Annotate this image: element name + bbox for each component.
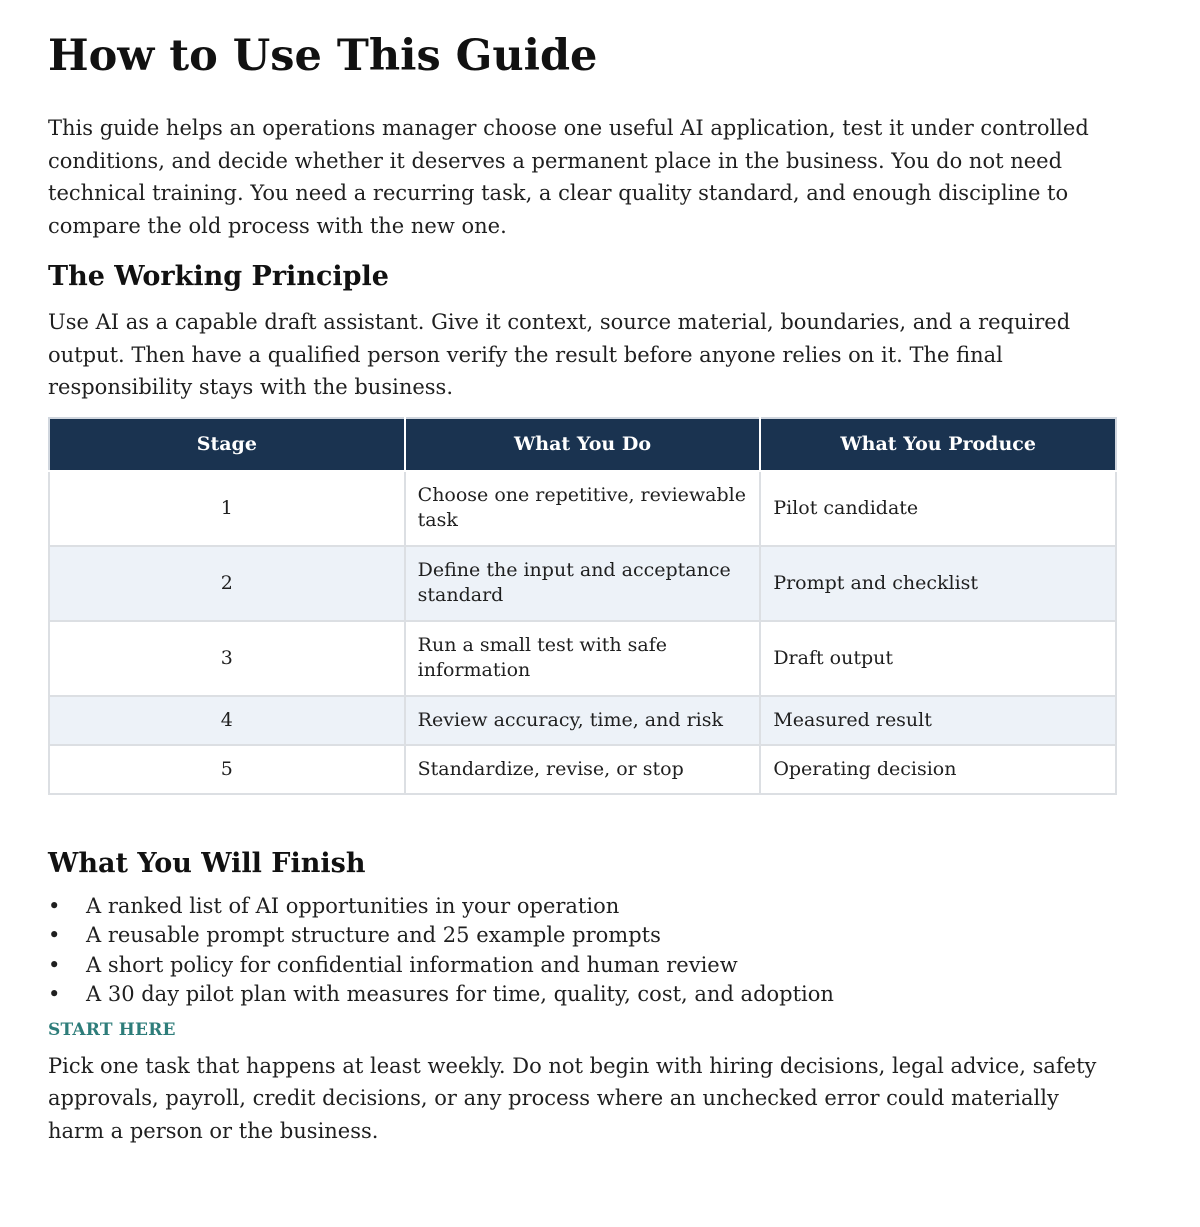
bullet-icon: • (48, 893, 61, 918)
page-title: How to Use This Guide (48, 31, 598, 81)
stage-cell: 3 (49, 621, 405, 696)
stage-cell: 4 (49, 696, 405, 745)
list-item-text: A ranked list of AI opportunities in your operation (86, 893, 620, 918)
start-here-paragraph: Pick one task that happens at least weekly. Do not begin with hiring decisions, legal advice, safety approvals, payroll, credit decisions, or any process where an unchecked error could materially harm a person or the business. (48, 1053, 1097, 1143)
intro-paragraph: This guide helps an operations manager choose one useful AI application, test it under controlled conditions, and decide whether it deserves a permanent place in the business. You do not need technical training. You need a recurring task, a clear quality standard, and enough discipline to compare the old process with the new one. (48, 116, 1089, 238)
table-header-what-you-do: What You Do (405, 418, 761, 471)
what-you-produce-cell: Operating decision (760, 745, 1116, 794)
table-header-stage: Stage (49, 418, 405, 471)
what-you-do-cell: Run a small test with safe information (405, 621, 761, 696)
what-you-do-cell: Define the input and acceptance standard (405, 546, 761, 621)
table-header-what-you-produce: What You Produce (760, 418, 1116, 471)
stages-table (48, 417, 1117, 795)
list-item-text: A short policy for confidential information and human review (86, 952, 738, 977)
what-you-do-cell: Standardize, revise, or stop (405, 745, 761, 794)
what-you-produce-cell: Prompt and checklist (760, 546, 1116, 621)
table-header-row (49, 418, 1116, 471)
list-item (48, 951, 1116, 981)
finish-list (48, 892, 1116, 1010)
what-you-do-cell: Review accuracy, time, and risk (405, 696, 761, 745)
what-you-produce-cell: Measured result (760, 696, 1116, 745)
table-row (49, 621, 1116, 696)
section-heading-working-principle: The Working Principle (48, 261, 389, 292)
list-item-text: A reusable prompt structure and 25 example prompts (86, 923, 661, 947)
what-you-produce-cell: Pilot candidate (760, 471, 1116, 546)
list-item (48, 980, 1116, 1010)
table-row (49, 745, 1116, 794)
list-item (48, 921, 1116, 951)
principle-paragraph: Use AI as a capable draft assistant. Give it context, source material, boundaries, and a required output. Then have a qualified person verify the result before anyone relies on it. The final responsibility stays with the business. (48, 310, 1071, 399)
table-row (49, 696, 1116, 745)
what-you-produce-cell: Draft output (760, 621, 1116, 696)
stage-cell: 5 (49, 745, 405, 794)
table-row (49, 471, 1116, 546)
bullet-icon: • (48, 923, 61, 947)
bullet-icon: • (48, 982, 61, 1006)
what-you-do-cell: Choose one repetitive, reviewable task (405, 471, 761, 546)
list-item (48, 892, 1116, 922)
table-row (49, 546, 1116, 621)
section-heading-what-you-will-finish: What You Will Finish (48, 847, 366, 879)
stage-cell: 2 (49, 546, 405, 621)
list-item-text: A 30 day pilot plan with measures for time, quality, cost, and adoption (86, 982, 834, 1006)
start-here-label: START HERE (48, 1019, 176, 1040)
stage-cell: 1 (49, 471, 405, 546)
bullet-icon: • (48, 952, 61, 977)
